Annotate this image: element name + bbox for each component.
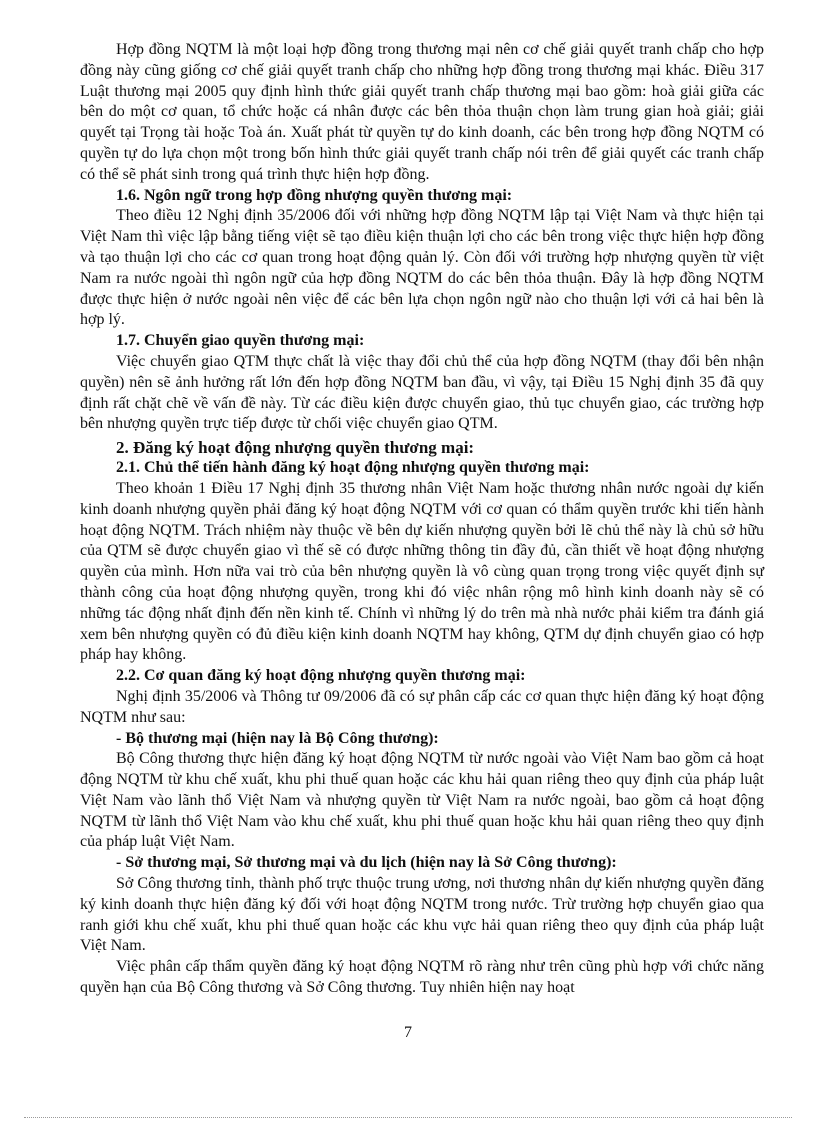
page-number: 7 — [404, 1024, 412, 1041]
heading-2-2: 2.2. Cơ quan đăng ký hoạt động nhượng quyền thương mại: — [116, 667, 526, 685]
subheading-department: - Sở thương mại, Sở thương mại và du lịch (hiện nay là Sở Công thương): — [116, 854, 617, 872]
heading-2: 2. Đăng ký hoạt động nhượng quyền thương mại: — [116, 438, 475, 458]
paragraph-registration-agency: Nghị định 35/2006 và Thông tư 09/2006 đã có sự phân cấp các cơ quan thực hiện đăng ký hoạt động NQTM như sau: — [80, 687, 764, 726]
paragraph-dispute-resolution: Hợp đồng NQTM là một loại hợp đồng trong thương mại nên cơ chế giải quyết tranh chấp cho hợp đồng này cũng giống cơ chế giải quyết tranh chấp cho những hợp đồng trong thương mại khác. Điều 317 Luật thương mại 2005 quy định hình thức giải quyết tranh chấp thương mại bao gồm: hoà giải giữa các bên do một cơ quan, tổ chức hoặc cá nhân được các bên thỏa thuận chọn làm trung gian hoà giải; giải quyết tại Trọng tài hoặc Toà án. Xuất phát từ quyền tự do kinh doanh, các bên trong hợp đồng NQTM có quyền tự do lựa chọn một trong bốn hình thức giải quyết tranh chấp nói trên để giải quyết các tranh chấp có thể sẽ phát sinh trong quá trình thực hiện hợp đồng. — [80, 41, 764, 183]
footer-divider — [24, 1117, 792, 1118]
paragraph-transfer: Việc chuyển giao QTM thực chất là việc thay đổi chủ thể của hợp đồng NQTM (thay đổi bên nhận quyền) nên sẽ ảnh hưởng rất lớn đến hợp đồng NQTM ban đầu, vì vậy, tại Điều 15 Nghị định 35 đã quy định rất chặt chẽ về vấn đề này. Từ các điều kiện được chuyển giao, thủ tục chuyển giao, các trường hợp bên nhượng quyền trực tiếp được từ chối việc chuyển giao QTM. — [80, 352, 764, 433]
paragraph-registration-subject: Theo khoản 1 Điều 17 Nghị định 35 thương nhân Việt Nam hoặc thương nhân nước ngoài dự kiến kinh doanh nhượng quyền phải đăng ký hoạt động NQTM với cơ quan có thẩm quyền trước khi tiến hành hoạt động NQTM. Trách nhiệm này thuộc về bên dự kiến nhượng quyền bởi lẽ chủ thể này là chủ sở hữu của QTM sẽ được chuyển giao vì thế sẽ có được những thông tin đầy đủ, cần thiết về hoạt động nhượng quyền của mình. Hơn nữa vai trò của bên nhượng quyền là vô cùng quan trọng trong việc quyết định sự thành công của hoạt động nhượng quyền, trong khi đó việc nhân rộng mô hình kinh doanh này sẽ có những tác động nhất định đến nền kinh tế. Chính vì những lý do trên mà nhà nước phải kiểm tra đánh giá xem bên nhượng quyền có đủ điều kiện kinh doanh NQTM hay không, QTM dự định chuyển giao có hợp pháp hay không. — [80, 479, 764, 664]
paragraph-department: Sở Công thương tỉnh, thành phố trực thuộc trung ương, nơi thương nhân dự kiến nhượng quyền đăng ký kinh doanh thực hiện đăng ký đối với hoạt động NQTM trong nước. Trừ trường hợp chuyển giao qua ranh giới khu chế xuất, khu phi thuế quan hoặc các khu vực hải quan riêng theo quy định của pháp luật Việt Nam. — [80, 875, 764, 955]
document-body — [80, 40, 764, 999]
paragraph-ministry: Bộ Công thương thực hiện đăng ký hoạt động NQTM từ nước ngoài vào Việt Nam bao gồm cả hoạt động NQTM từ khu chế xuất, khu phi thuế quan hoặc các khu hải quan riêng theo quy định của pháp luật Việt Nam vào lãnh thổ Việt Nam và nhượng quyền từ Việt Nam ra nước ngoài, bao gồm cả hoạt động NQTM từ lãnh thổ Việt Nam vào khu chế xuất, khu phi thuế quan hoặc khu hải quan riêng theo quy định của pháp luật Việt Nam. — [80, 750, 764, 851]
heading-1-6: 1.6. Ngôn ngữ trong hợp đồng nhượng quyền thương mại: — [116, 186, 513, 204]
subheading-ministry: - Bộ thương mại (hiện nay là Bộ Công thương): — [116, 729, 439, 747]
heading-2-1: 2.1. Chủ thể tiến hành đăng ký hoạt động nhượng quyền thương mại: — [116, 459, 590, 477]
paragraph-language: Theo điều 12 Nghị định 35/2006 đối với những hợp đồng NQTM lập tại Việt Nam và thực hiện tại Việt Nam thì việc lập bằng tiếng việt sẽ tạo điều kiện thuận lợi cho các bên trong việc thực hiện hợp đồng và tạo thuận lợi cho các cơ quan trong hoạt động quản lý. Còn đối với trường hợp nhượng quyền từ việt Nam ra nước ngoài thì ngôn ngữ của hợp đồng NQTM do các bên thỏa thuận. Đây là hợp đồng NQTM được thực hiện ở nước ngoài nên việc để các bên lựa chọn ngôn ngữ nào cho thuận lợi với cả hai bên là hợp lý. — [80, 207, 764, 329]
heading-1-7: 1.7. Chuyển giao quyền thương mại: — [116, 332, 365, 350]
paragraph-conclusion: Việc phân cấp thẩm quyền đăng ký hoạt động NQTM rõ ràng như trên cũng phù hợp với chức năng quyền hạn của Bộ Công thương và Sở Công thương. Tuy nhiên hiện nay hoạt — [80, 958, 764, 997]
